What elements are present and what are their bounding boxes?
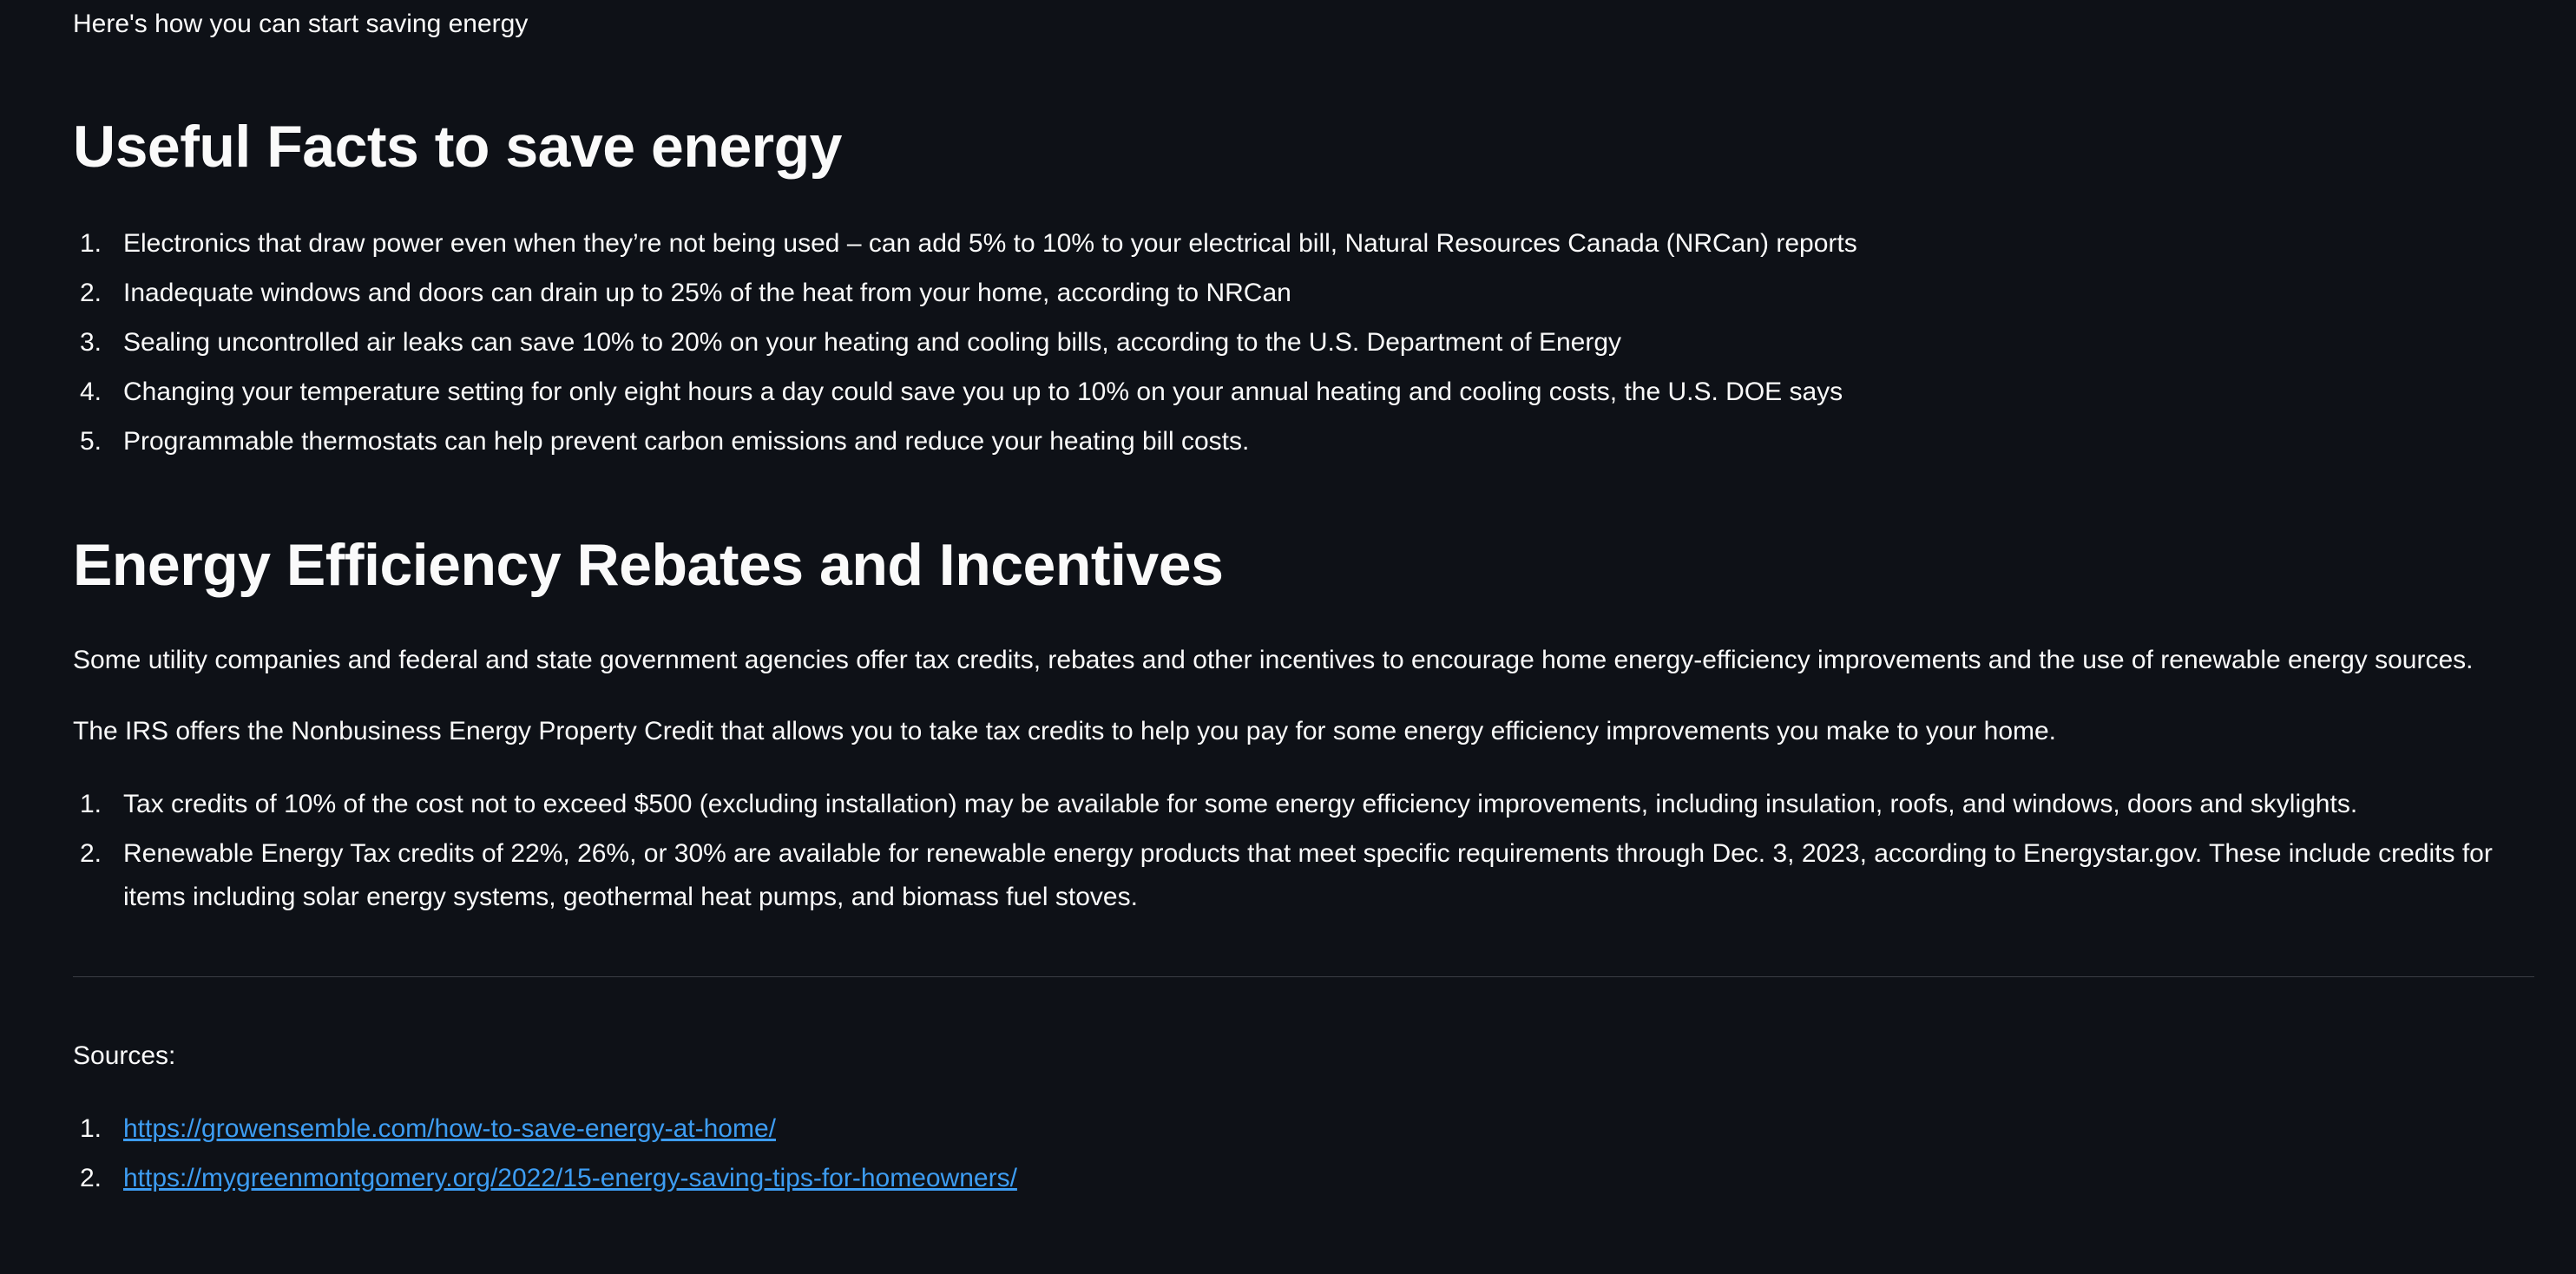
list-item-text: Electronics that draw power even when they’re not being used – can add 5% to 10% to your electrical bill, Natural Resources Canada (NRCan) reports [123, 229, 1857, 258]
facts-list [73, 222, 2534, 470]
list-item-text: Changing your temperature setting for only eight hours a day could save you up to 10% on your annual heating and cooling costs, the U.S. DOE says [123, 378, 1843, 406]
list-item [73, 272, 2534, 315]
list-number: 5. [80, 427, 102, 456]
list-number: 2. [80, 1164, 102, 1192]
rebates-paragraph-2: The IRS offers the Nonbusiness Energy Property Credit that allows you to take tax credits to help you pay for some energy efficiency improvements you make to your home. [73, 717, 2057, 745]
facts-heading: Useful Facts to save energy [73, 114, 842, 180]
list-item-text: Programmable thermostats can help prevent carbon emissions and reduce your heating bill costs. [123, 427, 1250, 456]
list-item-text: Sealing uncontrolled air leaks can save 10% to 20% on your heating and cooling bills, according to the U.S. Department of Energy [123, 328, 1622, 357]
list-number: 2. [80, 279, 102, 307]
list-item-text: Tax credits of 10% of the cost not to exceed $500 (excluding installation) may be available for some energy efficiency improvements, including insulation, roofs, and windows, doors and skylights. [123, 790, 2358, 818]
list-number: 1. [80, 1114, 102, 1143]
rebates-paragraph-1: Some utility companies and federal and state government agencies offer tax credits, rebates and other incentives to encourage home energy-efficiency improvements and the use of renewable energy sources. [73, 646, 2474, 674]
list-item-text: Renewable Energy Tax credits of 22%, 26%, or 30% are available for renewable energy products that meet specific requirements through Dec. 3, 2023, according to Energystar.gov. These include credits for items including solar energy systems, geothermal heat pumps, and biomass fuel stoves. [123, 839, 2493, 911]
list-number: 3. [80, 328, 102, 357]
rebates-list [73, 783, 2534, 925]
list-item-text: Inadequate windows and doors can drain up to 25% of the heat from your home, according to NRCan [123, 279, 1291, 307]
list-number: 1. [80, 229, 102, 258]
list-item [73, 783, 2534, 826]
list-item [73, 321, 2534, 364]
section-divider [73, 976, 2534, 977]
list-item [73, 420, 2534, 463]
source-item [73, 1157, 2534, 1200]
list-item [73, 832, 2534, 919]
source-item [73, 1107, 2534, 1151]
intro-text: Here's how you can start saving energy [73, 10, 529, 38]
sources-label: Sources: [73, 1041, 176, 1070]
list-item [73, 371, 2534, 414]
sources-list [73, 1107, 2534, 1206]
list-item [73, 222, 2534, 266]
list-number: 1. [80, 790, 102, 818]
list-number: 4. [80, 378, 102, 406]
rebates-heading: Energy Efficiency Rebates and Incentives [73, 532, 1224, 598]
source-link-mygreenmontgomery[interactable]: https://mygreenmontgomery.org/2022/15-energy-saving-tips-for-homeowners/ [123, 1164, 1017, 1192]
list-number: 2. [80, 839, 102, 868]
source-link-growensemble[interactable]: https://growensemble.com/how-to-save-energy-at-home/ [123, 1114, 776, 1143]
